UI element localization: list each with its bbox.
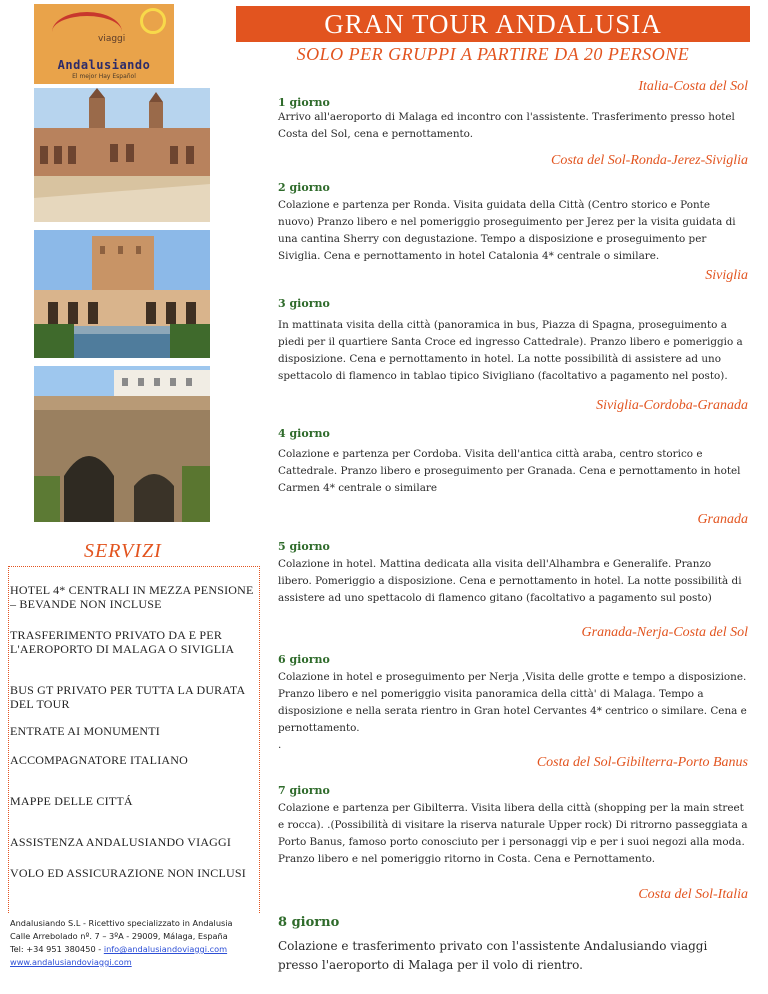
- photo-ronda-bridge: [34, 366, 210, 522]
- destination-day-1: Italia-Costa del Sol: [638, 79, 748, 94]
- footer-address-line: Calle Arrebolado nº. 7 – 3ºA - 29009, Málaga, España: [10, 931, 228, 941]
- footer-website-row: [10, 956, 272, 969]
- footer-company-line: Andalusiando S.L - Ricettivo specializzato in Andalusia: [10, 918, 233, 928]
- logo-name: Andalusiando: [57, 58, 151, 72]
- service-item: ACCOMPAGNATORE ITALIANO: [10, 753, 188, 767]
- day-7-text: Colazione e partenza per Gibilterra. Visita libera della città (shopping per la main street e rocca). .(Possibilità di visitare la riserva naturale Upper rock) Di ritrorno passeggiata a Porto Banus, famoso porto conosciuto per i personaggi vip e per i suoi negozi alla moda. Pranzo libero e nel pomeriggio ritorno in Costa. Cena e Pernottamento.: [278, 802, 748, 865]
- day-3-label: 3 giorno: [278, 297, 330, 310]
- day-6-label: 6 giorno: [278, 653, 330, 666]
- destination-day-8: Costa del Sol-Italia: [638, 887, 748, 902]
- day-5-label: 5 giorno: [278, 540, 330, 553]
- service-item: ASSISTENZA ANDALUSIANDO VIAGGI: [10, 835, 232, 849]
- footer-contact-line: [10, 943, 272, 956]
- photo-plaza-de-espana: [34, 88, 210, 222]
- destination-day-6: Granada-Nerja-Costa del Sol: [581, 625, 748, 640]
- day-7-label: 7 giorno: [278, 784, 330, 797]
- day-6-text: Colazione in hotel e proseguimento per Nerja ,Visita delle grotte e tempo a disposizione. Pranzo libero e nel pomeriggio visita panoramica della città' di Malaga. Tempo a disposizione e nella serata rientro in Gran hotel Cervantes 4* centrico o similare. Cena e pernottamento.: [278, 671, 747, 734]
- company-footer: [10, 917, 272, 969]
- destination-day-4: Siviglia-Cordoba-Granada: [596, 398, 748, 413]
- services-title: SERVIZI: [84, 540, 162, 562]
- logo-arc-shape: [52, 12, 122, 52]
- day-2-label: 2 giorno: [278, 181, 330, 194]
- day-8-label: 8 giorno: [278, 915, 340, 930]
- logo-tagline: El mejor Hay Español: [72, 73, 136, 80]
- services-box: [8, 566, 260, 913]
- footer-phone: Tel: +34 951 380450 -: [10, 944, 104, 954]
- page-subtitle: SOLO PER GRUPPI A PARTIRE DA 20 PERSONE: [296, 44, 690, 64]
- sun-icon: [140, 8, 166, 34]
- day-1-label: 1 giorno: [278, 96, 330, 109]
- service-item: BUS GT PRIVATO PER TUTTA LA DURATA DEL TOUR: [10, 683, 245, 711]
- day-1-text: Arrivo all'aeroporto di Malaga ed incontro con l'assistente. Trasferimento presso hotel Costa del Sol, cena e pernottamento.: [278, 111, 735, 140]
- service-item: TRASFERIMENTO PRIVATO DA E PER L'AEROPORTO DI MALAGA O SIVIGLIA: [10, 628, 235, 656]
- day-4-label: 4 giorno: [278, 427, 330, 440]
- day-8-text: Colazione e trasferimento privato con l'assistente Andalusiando viaggi presso l'aeroporto di Malaga per il volo di rientro.: [278, 939, 708, 972]
- day-6-trailing-dot: .: [278, 739, 282, 751]
- company-logo: [34, 4, 174, 84]
- footer-website-link[interactable]: www.andalusiandoviaggi.com: [10, 957, 132, 967]
- day-2-text: Colazione e partenza per Ronda. Visita guidata della Città (Centro storico e Ponte nuovo) Pranzo libero e nel pomeriggio proseguimento per Jerez per la visita guidata di una cantina Sherry con degustazione. Tempo a disposizione e proseguimento per Siviglia. Cena e pernottamento in hotel Catalonia 4* centrale o similare.: [278, 199, 736, 262]
- service-item: MAPPE DELLE CITTÁ: [10, 794, 133, 808]
- destination-day-7: Costa del Sol-Gibilterra-Porto Banus: [536, 755, 748, 770]
- service-item: HOTEL 4* CENTRALI IN MEZZA PENSIONE – BEVANDE NON INCLUSE: [10, 583, 254, 611]
- destination-day-5: Granada: [697, 512, 748, 527]
- destination-day-2: Costa del Sol-Ronda-Jerez-Siviglia: [551, 153, 748, 168]
- logo-top-text: viaggi: [98, 34, 126, 44]
- day-5-text: Colazione in hotel. Mattina dedicata alla visita dell'Alhambra e Generalife. Pranzo libero. Pomeriggio a disposizione. Cena e pernottamento in hotel. La notte possibilità di assistere ad uno spettacolo di flamenco gitano (facoltativo a pagamento sul posto): [278, 558, 742, 604]
- page-title: GRAN TOUR ANDALUSIA: [236, 6, 750, 42]
- day-3-text: In mattinata visita della città (panoramica in bus, Piazza di Spagna, proseguimento a piedi per il quartiere Santa Croce ed ingresso Cattedrale). Pranzo libero e pomeriggio a disposizione. Cena e pernottamento in hotel. La notte possibilità di assistere ad uno spettacolo di flamenco in tablao tipico Sivigliano (facoltativo a pagamento nel posto).: [278, 319, 743, 382]
- service-item: ENTRATE AI MONUMENTI: [10, 724, 160, 738]
- photo-alhambra: [34, 230, 210, 358]
- destination-day-3: Siviglia: [705, 268, 748, 283]
- day-4-text: Colazione e partenza per Cordoba. Visita dell'antica città araba, centro storico e Cattedrale. Pranzo libero e proseguimento per Granada. Cena e pernottamento in hotel Carmen 4* centrale o similare: [278, 448, 741, 494]
- footer-email-link[interactable]: info@andalusiandoviaggi.com: [103, 944, 228, 954]
- service-item: VOLO ED ASSICURAZIONE NON INCLUSI: [10, 866, 246, 880]
